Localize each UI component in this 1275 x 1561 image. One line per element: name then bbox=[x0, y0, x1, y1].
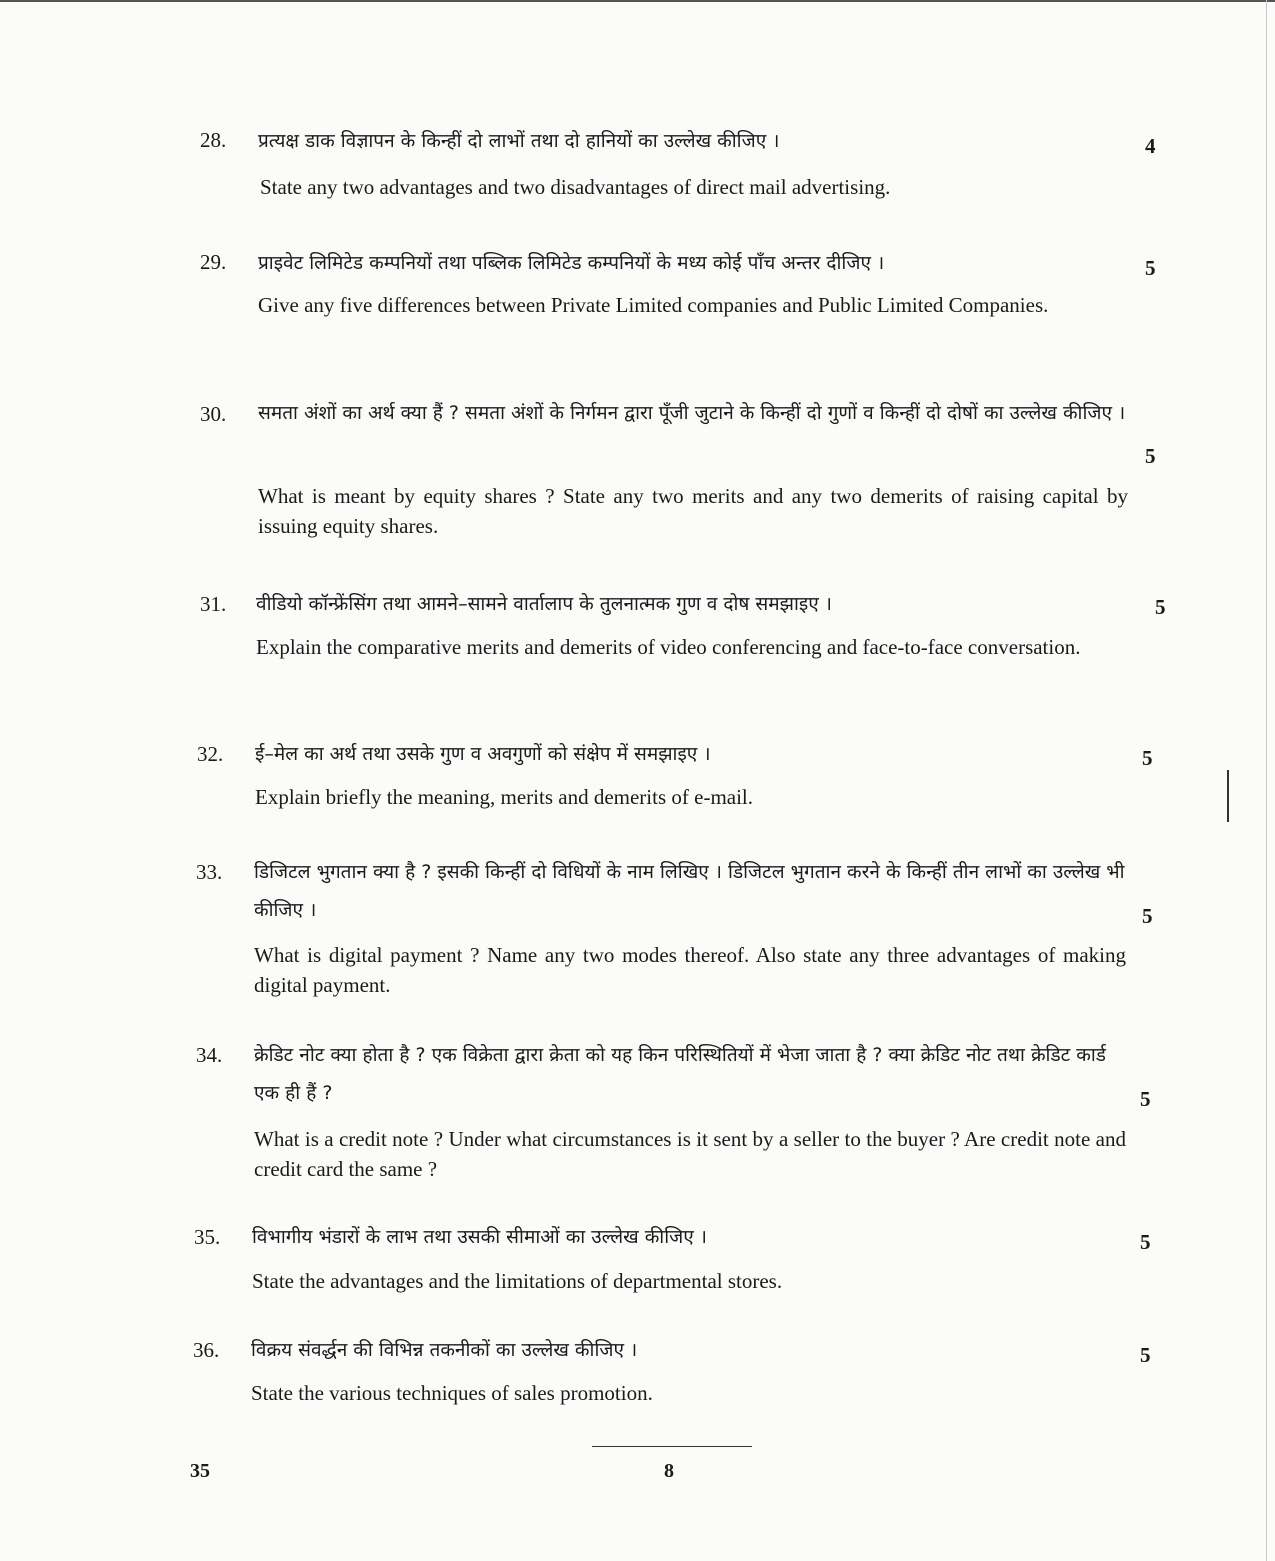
question-number: 28. bbox=[200, 128, 227, 152]
question-number: 33. bbox=[196, 860, 223, 884]
question-text-hindi: डिजिटल भुगतान क्या है ? इसकी किन्हीं दो विधियों के नाम लिखिए । डिजिटल भुगतान करने के किन्हीं तीन लाभों का उल्लेख भी कीजिए । bbox=[254, 861, 1125, 921]
question-text-english: Explain the comparative merits and demerits of video conferencing and face-to-face conversation. bbox=[256, 635, 1081, 659]
question-text-english: What is a credit note ? Under what circumstances is it sent by a seller to the buyer ? Are credit note and credit card the same ? bbox=[254, 1127, 1126, 1181]
question-number: 32. bbox=[197, 742, 224, 766]
question-marks: 5 bbox=[1140, 1087, 1151, 1111]
question-marks: 5 bbox=[1145, 444, 1156, 468]
question-marks: 4 bbox=[1145, 134, 1156, 158]
question-number: 29. bbox=[200, 250, 227, 274]
pen-mark bbox=[1224, 770, 1229, 822]
question-text-english: State the advantages and the limitations of departmental stores. bbox=[252, 1269, 783, 1293]
question-marks: 5 bbox=[1142, 904, 1153, 928]
question-text-hindi: प्रत्यक्ष डाक विज्ञापन के किन्हीं दो लाभों तथा दो हानियों का उल्लेख कीजिए । bbox=[258, 130, 780, 152]
question-marks: 5 bbox=[1142, 746, 1153, 770]
question-text-hindi: प्राइवेट लिमिटेड कम्पनियों तथा पब्लिक लिमिटेड कम्पनियों के मध्य कोई पाँच अन्तर दीजिए । bbox=[258, 252, 885, 274]
page-top-edge bbox=[0, 0, 1275, 6]
question-marks: 5 bbox=[1155, 595, 1166, 619]
question-number: 31. bbox=[200, 592, 227, 616]
question-marks: 5 bbox=[1140, 1230, 1151, 1254]
question-text-english: What is meant by equity shares ? State any two merits and any two demerits of raising capital by issuing equity shares. bbox=[258, 484, 1128, 538]
question-text-hindi: विभागीय भंडारों के लाभ तथा उसकी सीमाओं का उल्लेख कीजिए । bbox=[252, 1226, 707, 1248]
question-text-english: Explain briefly the meaning, merits and demerits of e-mail. bbox=[255, 785, 754, 809]
question-text-english: State the various techniques of sales promotion. bbox=[251, 1381, 653, 1405]
question-text-hindi: समता अंशों का अर्थ क्या हैं ? समता अंशों के निर्गमन द्वारा पूँजी जुटाने के किन्हीं दो गुणों व किन्हीं दो दोषों का उल्लेख कीजिए । bbox=[258, 402, 1126, 424]
question-marks: 5 bbox=[1140, 1343, 1151, 1367]
question-text-hindi: क्रेडिट नोट क्या होता है ? एक विक्रेता द्वारा क्रेता को यह किन परिस्थितियों में भेजा जाता है ? क्या क्रेडिट नोट तथा क्रेडिट कार्ड एक ही हैं ? bbox=[254, 1044, 1106, 1104]
question-text-english: State any two advantages and two disadvantages of direct mail advertising. bbox=[260, 175, 891, 199]
end-rule bbox=[592, 1446, 752, 1447]
paper-code: 35 bbox=[190, 1460, 210, 1482]
question-text-hindi: ई–मेल का अर्थ तथा उसके गुण व अवगुणों को संक्षेप में समझाइए । bbox=[255, 743, 711, 765]
page-right-edge bbox=[1266, 0, 1267, 1561]
question-number: 30. bbox=[200, 402, 227, 426]
question-text-hindi: विक्रय संवर्द्धन की विभिन्न तकनीकों का उल्लेख कीजिए । bbox=[251, 1339, 638, 1361]
question-text-hindi: वीडियो कॉन्फ्रेंसिंग तथा आमने–सामने वार्तालाप के तुलनात्मक गुण व दोष समझाइए । bbox=[256, 593, 832, 615]
question-marks: 5 bbox=[1145, 256, 1156, 280]
page-number: 8 bbox=[664, 1460, 674, 1482]
question-text-english: What is digital payment ? Name any two modes thereof. Also state any three advantages of making digital payment. bbox=[254, 943, 1126, 997]
question-number: 35. bbox=[194, 1225, 221, 1249]
question-number: 36. bbox=[193, 1338, 220, 1362]
question-text-english: Give any five differences between Private Limited companies and Public Limited Companies. bbox=[258, 293, 1049, 317]
question-number: 34. bbox=[196, 1043, 223, 1067]
